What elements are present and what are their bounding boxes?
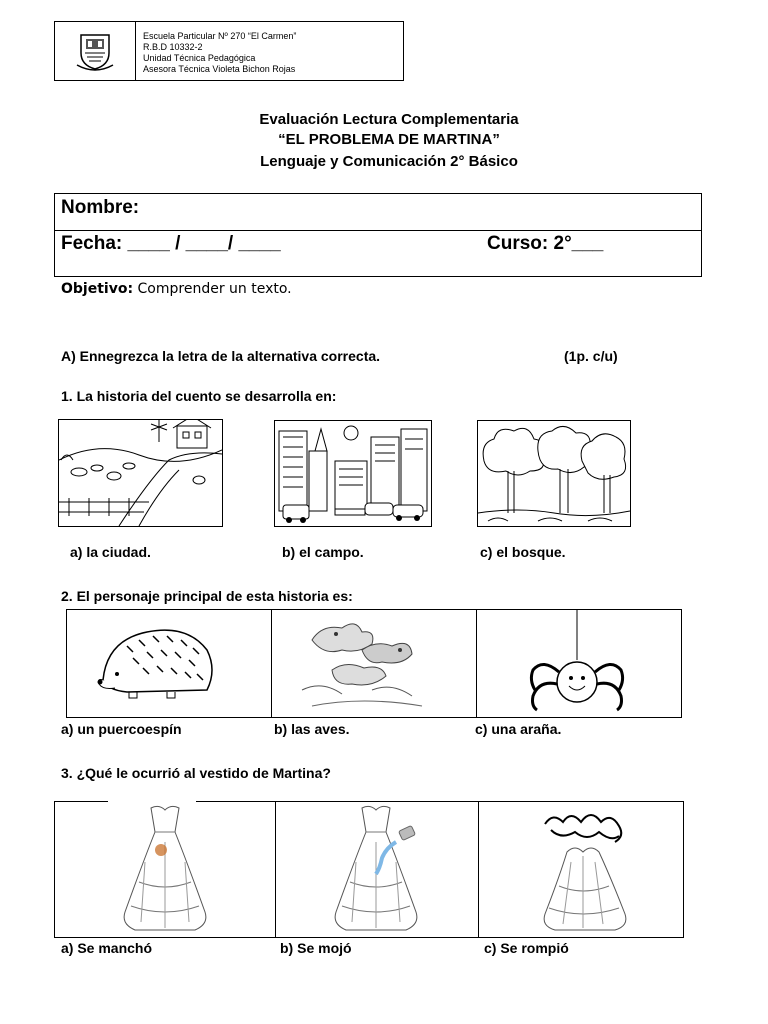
spider-image (477, 610, 681, 717)
question-3: 3. ¿Qué le ocurrió al vestido de Martina? (61, 765, 331, 781)
torn-dress-image (479, 802, 685, 937)
q1-option-a[interactable]: a) la ciudad. (70, 544, 151, 560)
name-label: Nombre: (61, 197, 140, 218)
objective-text: Comprender un texto. (133, 281, 292, 297)
school-rbd: R.B.D 10332-2 (143, 42, 203, 52)
birds-image (272, 610, 477, 717)
school-name: Escuela Particular Nº 270 “El Carmen” (143, 31, 297, 41)
frame-gap (108, 799, 196, 803)
section-a-instruction: A) Ennegrezca la letra de la alternativa correcta. (61, 348, 381, 364)
name-divider (55, 230, 701, 231)
q1-option-b[interactable]: b) el campo. (282, 544, 364, 560)
student-info-box (54, 193, 702, 277)
wet-dress-image (276, 802, 479, 937)
course-label: Curso: 2°___ (487, 233, 604, 254)
q3-option-b[interactable]: b) Se mojó (280, 940, 352, 956)
hedgehog-image (67, 610, 272, 717)
question-1: 1. La historia del cuento se desarrolla en: (61, 388, 337, 404)
q2-image-row (66, 609, 682, 718)
q2-option-b[interactable]: b) las aves. (274, 721, 350, 737)
objective-label: Objetivo: (61, 281, 134, 297)
school-header-box (54, 21, 404, 81)
subject-title: Lenguaje y Comunicación 2° Básico (260, 153, 518, 170)
section-a-points: (1p. c/u) (564, 348, 618, 364)
q3-option-c[interactable]: c) Se rompió (484, 940, 569, 956)
date-label: Fecha: ____ / ____/ ____ (61, 233, 281, 254)
q3-image-row (54, 801, 684, 938)
forest-scene-image (477, 420, 631, 527)
doc-title: Evaluación Lectura Complementaria (259, 111, 519, 128)
question-2: 2. El personaje principal de esta historia es: (61, 588, 353, 604)
q2-option-c[interactable]: c) una araña. (475, 721, 562, 737)
school-unit: Unidad Técnica Pedagógica (143, 53, 256, 63)
objective (61, 281, 292, 297)
school-advisor: Asesora Técnica Violeta Bichon Rojas (143, 64, 296, 74)
school-crest-icon (55, 22, 136, 80)
q1-option-c[interactable]: c) el bosque. (480, 544, 566, 560)
story-title: “EL PROBLEMA DE MARTINA” (278, 131, 500, 148)
city-scene-image (274, 420, 432, 527)
school-info (143, 31, 296, 75)
farm-scene-image (58, 419, 223, 527)
stained-dress-image (55, 802, 276, 937)
q3-option-a[interactable]: a) Se manchó (61, 940, 153, 956)
q2-option-a[interactable]: a) un puercoespín (61, 721, 182, 737)
